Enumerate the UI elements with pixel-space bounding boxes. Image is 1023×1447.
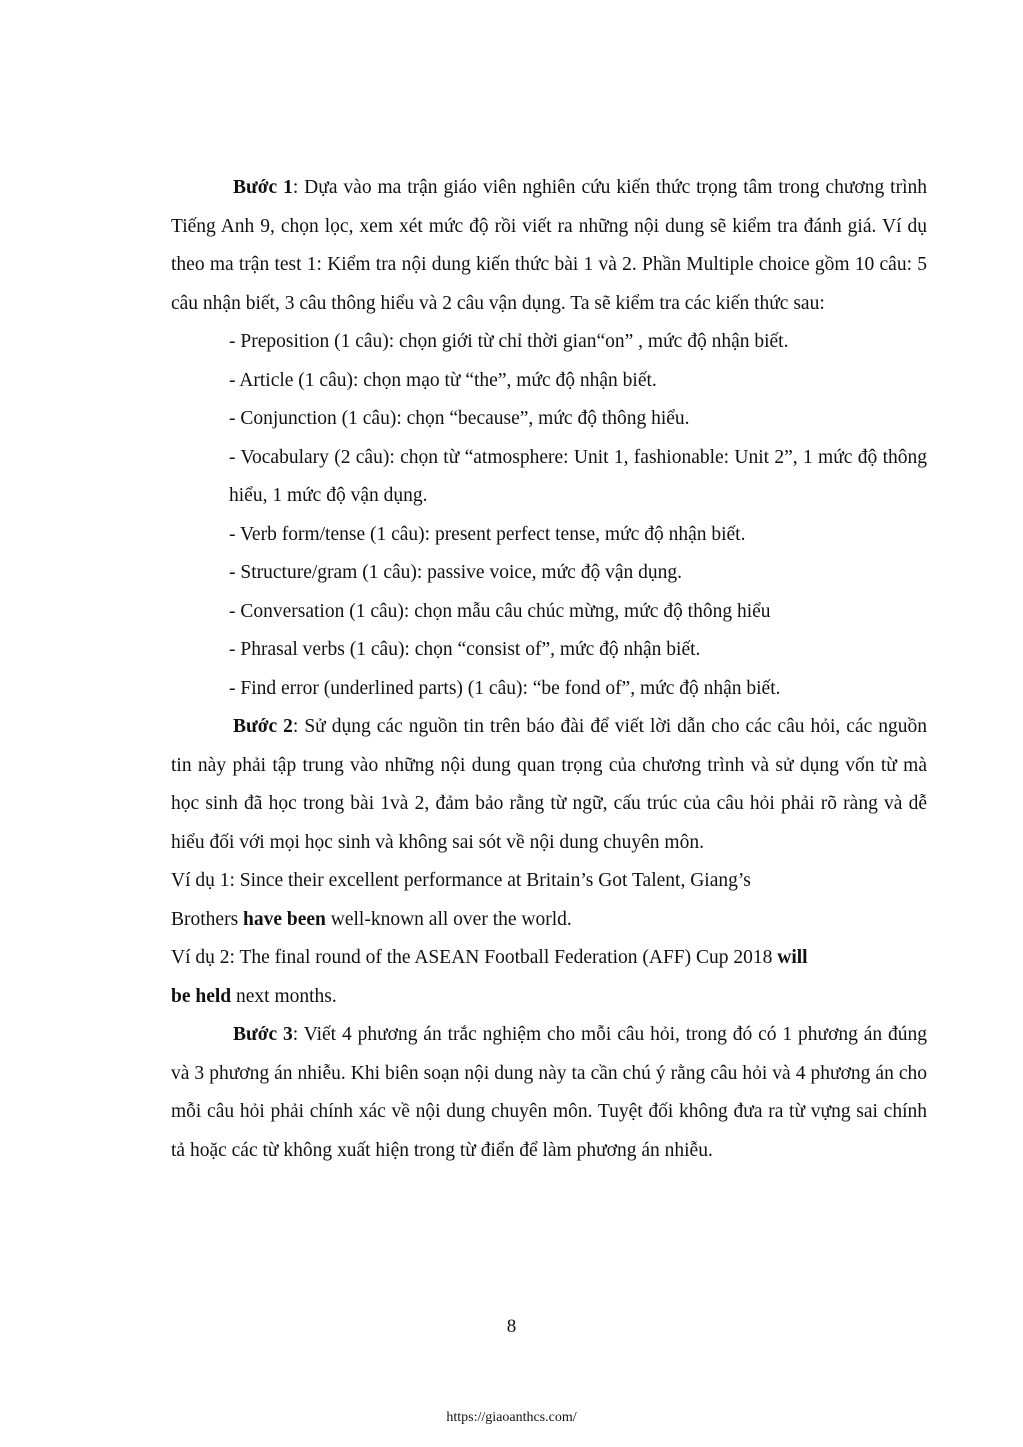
example2-line1 [171,939,927,978]
step1-paragraph [171,169,927,323]
page-number: 8 [506,1316,517,1337]
bullet-item: - Vocabulary (2 câu): chọn từ “atmosphere: Unit 1, fashionable: Unit 2”, 1 mức độ thông hiểu, 1 mức độ vận dụng. [229,446,927,506]
example1-pre: Brothers [171,908,244,930]
step2-text: : Sử dụng các nguồn tin trên báo đài để viết lời dẫn cho các câu hỏi, các nguồn tin này phải tập trung vào những nội dung quan trọng của chương trình và sử dụng vốn từ mà học sinh đã học trong bài 1và 2, đảm bảo rằng từ ngữ, cấu trúc của câu hỏi phải rõ ràng và dễ hiểu đối với mọi học sinh và không sai sót về nội dung chuyên môn. [171,716,927,853]
example2-bold-1: will [777,947,808,968]
bullet-item: - Verb form/tense (1 câu): present perfect tense, mức độ nhận biết. [229,523,746,545]
example1-post: well-known all over the world. [325,908,572,930]
step2-paragraph [171,708,927,862]
example1-line2 [171,901,927,940]
example2-post: next months. [231,985,337,1007]
example2-line2 [171,978,927,1017]
step3-label: Bước 3 [233,1024,293,1045]
bullet-item: - Phrasal verbs (1 câu): chọn “consist of”, mức độ nhận biết. [229,639,701,660]
bullet-item: - Structure/gram (1 câu): passive voice, mức độ vận dụng. [229,562,682,583]
step3-paragraph [171,1016,927,1170]
bullet-item: - Conjunction (1 câu): chọn “because”, mức độ thông hiểu. [229,408,690,429]
step1-label: Bước 1 [233,177,293,198]
bullet-item: - Find error (underlined parts) (1 câu): “be fond of”, mức độ nhận biết. [229,677,781,699]
example2-bold-2: be held [171,985,232,1007]
example2-pre: Ví dụ 2: The final round of the ASEAN Football Federation (AFF) Cup 2018 [171,947,778,968]
footer-url[interactable]: https://giaoanthcs.com/ [446,1410,577,1425]
example1-line1: Ví dụ 1: Since their excellent performance at Britain’s Got Talent, Giang’s [171,870,751,891]
step3-text: : Viết 4 phương án trắc nghiệm cho mỗi câu hỏi, trong đó có 1 phương án đúng và 3 phương án nhiễu. Khi biên soạn nội dung này ta cần chú ý rằng câu hỏi và 4 phương án cho mỗi câu hỏi phải chính xác về nội dung chuyên môn. Tuyệt đối không đưa ra từ vựng sai chính tả hoặc các từ không xuất hiện trong từ điển để làm phương án nhiễu. [171,1024,927,1161]
bullet-item: - Preposition (1 câu): chọn giới từ chỉ thời gian“on” , mức độ nhận biết. [229,331,789,352]
bullet-item: - Conversation (1 câu): chọn mẫu câu chúc mừng, mức độ thông hiểu [229,600,771,622]
document-body [171,169,927,1170]
example1-bold: have been [243,908,326,930]
step1-text: : Dựa vào ma trận giáo viên nghiên cứu kiến thức trọng tâm trong chương trình Tiếng Anh 9, chọn lọc, xem xét mức độ rồi viết ra những nội dung sẽ kiểm tra đánh giá. Ví dụ theo ma trận test 1: Kiểm tra nội dung kiến thức bài 1 và 2. Phần Multiple choice gồm 10 câu: 5 câu nhận biết, 3 câu thông hiểu và 2 câu vận dụng. Ta sẽ kiểm tra các kiến thức sau: [171,177,927,314]
step2-label: Bước 2 [233,716,293,737]
bullet-item: - Article (1 câu): chọn mạo từ “the”, mức độ nhận biết. [229,369,657,391]
